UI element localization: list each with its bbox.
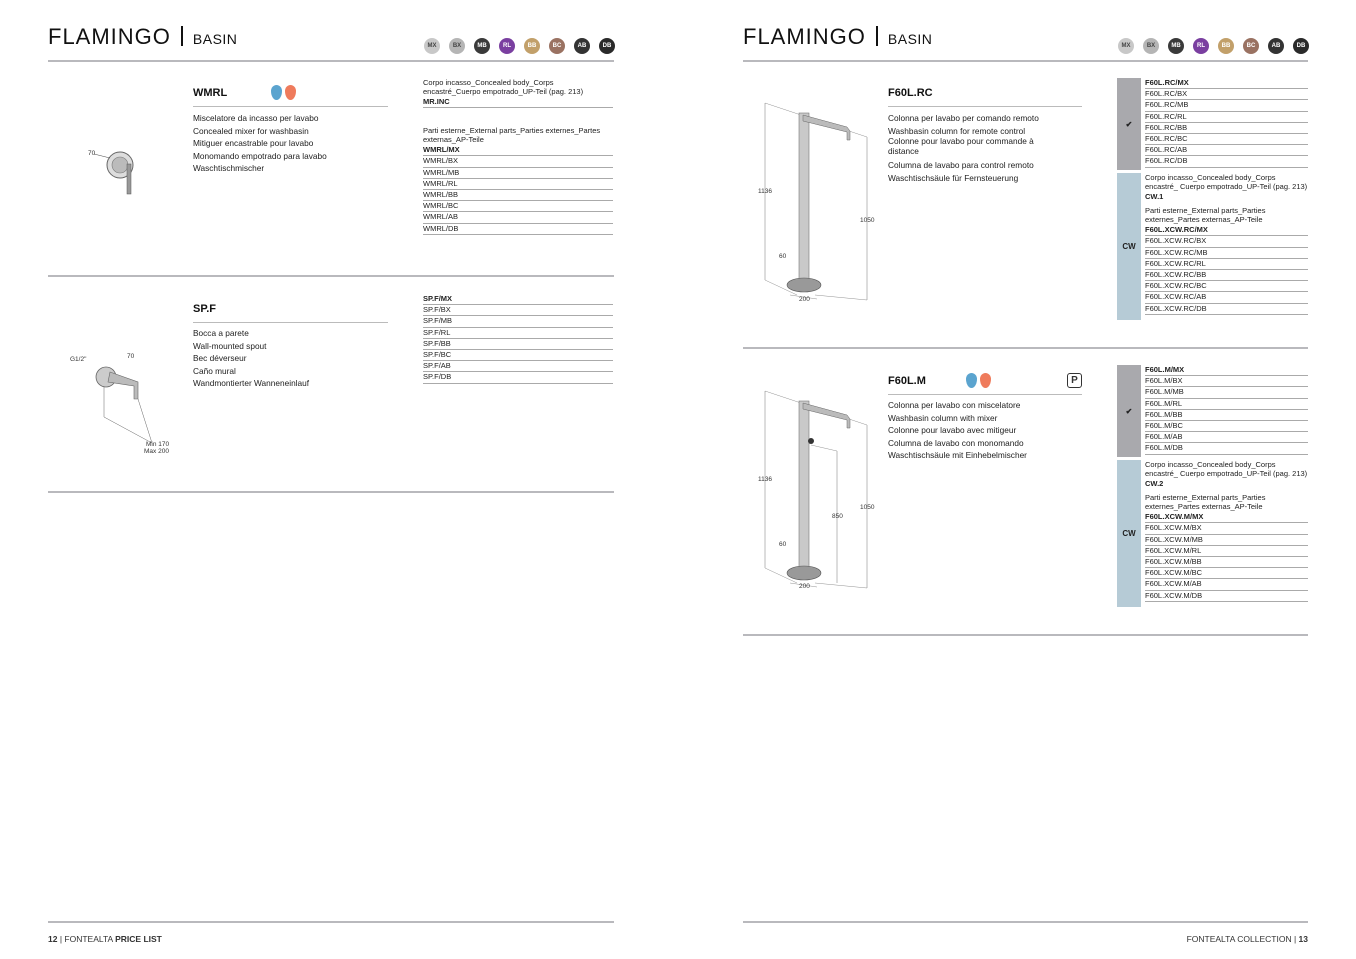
finish-swatch: DB [599,38,615,54]
desc-line: Wandmontierter Wanneneinlauf [193,378,310,389]
f60lrc-code-list [1145,78,1308,168]
external-parts-note: Parti esterne_External parts_Parties externes_Partes externas_AP-Teile [1145,493,1266,512]
cw-label: CW [1122,529,1136,538]
f60lrc-cw-code-list [1145,173,1308,315]
code-row: F60L.M/BX [1145,376,1308,387]
desc-line: Bocca a parete [193,328,249,338]
code-row: SP.F/DB [423,372,613,383]
desc-line: Washbasin column for remote control [888,125,1026,136]
code-row: SP.F/RL [423,328,613,339]
page-number: 12 [48,934,58,944]
code-row: SP.F/AB [423,361,613,372]
code-row: WMRL/AB [423,212,613,223]
code-row: F60L.RC/AB [1145,145,1308,156]
code-row: F60L.XCW.M/MX [1145,512,1308,523]
code-row: F60L.M/MX [1145,365,1308,376]
code-row: WMRL/RL [423,179,613,190]
left-title-text: FLAMINGO [48,24,171,49]
title-divider [876,26,878,46]
spacer [423,108,613,126]
title-divider [181,26,183,46]
finish-swatch: DB [1293,38,1309,54]
code-row: F60L.XCW.RC/RL [1145,259,1308,270]
finish-swatch: BB [1218,38,1234,54]
code-row: SP.F/MB [423,316,613,327]
check-icon: ✔ [1125,406,1133,416]
desc-line: Washbasin column with mixer [888,412,998,423]
f60lm-cw-marker [1117,460,1141,607]
code-row: F60L.RC/DB [1145,156,1308,167]
f60lm-dim-mid: 850 [832,513,843,520]
spf-dim-width: 70 [127,353,135,360]
left-header-rule [48,60,614,62]
code-row: F60L.XCW.RC/BB [1145,270,1308,281]
concealed-body-note: Corpo incasso_Concealed body_Corps encastré_ Cuerpo empotrado_UP-Teil (pag. 213) [1145,460,1308,478]
code-row: WMRL/MB [423,168,613,179]
finish-swatch: BC [549,38,565,54]
right-footer-rule [743,921,1308,923]
desc-line: Waschtischsäule für Fernsteuerung [888,172,1019,183]
right-footer: FONTEALTA COLLECTION | 13 [1186,934,1308,944]
external-parts-note: Parti esterne_External parts_Parties externes_Partes externas_AP-Teile [1145,206,1266,225]
f60lm-name-rule [888,394,1082,395]
desc-line: Monomando empotrado para lavabo [193,150,327,161]
f60lrc-product-name: F60L.RC [888,87,933,99]
left-section-rule-2 [48,491,614,493]
left-section-rule-1 [48,275,614,277]
desc-line: Columna de lavabo para control remoto [888,160,1034,171]
f60lrc-dim-base: 200 [799,296,810,303]
f60lrc-cw-marker [1117,173,1141,320]
spf-product-name: SP.F [193,303,217,315]
wmrl-water-icons [271,85,296,100]
code-row: F60L.RC/RL [1145,112,1308,123]
finish-swatch: BB [524,38,540,54]
external-parts-note: Parti esterne_External parts_Parties externes_Partes externas_AP-Teile [423,126,601,145]
code-row: WMRL/BB [423,190,613,201]
spf-dim-min: Min 170 [146,441,170,448]
finish-swatch: AB [574,38,590,54]
code-row: F60L.RC/BB [1145,123,1308,134]
right-title-text: FLAMINGO [743,24,866,49]
code-row: WMRL/BX [423,156,613,167]
left-page-title [48,24,237,50]
finish-swatch: MB [1168,38,1184,54]
f60lrc-standard-marker [1117,78,1141,170]
f60lm-description [888,399,1027,462]
code-row: F60L.XCW.M/AB [1145,579,1308,590]
f60lm-code-list [1145,365,1308,455]
finish-swatch: BX [449,38,465,54]
code-row: F60L.M/BC [1145,421,1308,432]
code-row: SP.F/BB [423,339,613,350]
f60lrc-description [888,112,1063,184]
check-icon: ✔ [1125,119,1133,129]
left-footer-rule [48,921,614,923]
f60lm-dim-diameter: 60 [779,541,787,548]
code-row: F60L.M/DB [1145,443,1308,454]
f60lm-product-name: F60L.M [888,375,926,387]
desc-line: Caño mural [193,365,236,376]
f60lm-water-icons [966,373,991,388]
code-row: F60L.RC/MX [1145,78,1308,89]
code-row: F60L.M/AB [1145,432,1308,443]
footer-brand: FONTEALTA [64,934,113,944]
spf-dim-max: Max 200 [144,448,169,455]
right-section-rule-1 [743,347,1308,349]
code-row: MR.INC [423,97,613,108]
spf-description [193,327,309,390]
code-row: SP.F/MX [423,294,613,305]
code-row: F60L.XCW.RC/DB [1145,304,1308,315]
f60lrc-dim-column: 1050 [860,217,875,224]
code-row: F60L.XCW.M/BB [1145,557,1308,568]
f60lm-pressure-badge-icon [1067,373,1082,388]
desc-line: Colonna per lavabo per comando remoto [888,113,1039,123]
f60lrc-drawing [755,95,880,310]
f60lm-dim-column: 1050 [860,504,875,511]
code-row: F60L.M/MB [1145,387,1308,398]
right-header-rule [743,60,1308,62]
code-row: F60L.XCW.RC/AB [1145,292,1308,303]
left-subtitle-text: BASIN [192,31,238,47]
f60lm-dim-height: 1136 [758,476,772,483]
finish-swatch: AB [1268,38,1284,54]
desc-line: Wall-mounted spout [193,340,267,351]
wmrl-product-name: WMRL [193,87,228,99]
code-row: F60L.XCW.RC/MB [1145,248,1308,259]
wmrl-code-list [423,78,613,235]
cold-water-icon [966,373,977,388]
code-row: WMRL/BC [423,201,613,212]
desc-line: Concealed mixer for washbasin [193,125,309,136]
f60lm-cw-code-list [1145,460,1308,602]
finish-swatch: MX [1118,38,1134,54]
code-row: F60L.XCW.M/MB [1145,535,1308,546]
code-row: F60L.M/BB [1145,410,1308,421]
code-row: F60L.RC/BX [1145,89,1308,100]
footer-brand: FONTEALTA COLLECTION [1186,934,1292,944]
left-finish-swatches [424,38,615,54]
badge-letter: P [1071,375,1078,386]
desc-line: Waschtischmischer [193,163,265,174]
code-row: WMRL/DB [423,224,613,235]
code-row: CW.2 [1145,479,1164,488]
desc-line: Bec déverseur [193,353,247,364]
spf-drawing [90,355,180,445]
right-subtitle-text: BASIN [887,31,933,47]
finish-swatch: BX [1143,38,1159,54]
f60lrc-dim-diameter: 60 [779,253,787,260]
desc-line: Colonne pour lavabo avec mitigeur [888,425,1017,436]
cold-water-icon [271,85,282,100]
code-row: SP.F/BX [423,305,613,316]
code-row: F60L.XCW.M/BX [1145,523,1308,534]
code-row: F60L.XCW.RC/BC [1145,281,1308,292]
code-row: F60L.RC/BC [1145,134,1308,145]
spf-dim-thread: G1/2" [70,356,87,363]
page-number: 13 [1298,934,1308,944]
footer-label: PRICE LIST [115,934,162,944]
desc-line: Waschtischsäule mit Einhebelmischer [888,450,1027,461]
desc-line: Mitiguer encastrable pour lavabo [193,138,314,149]
code-row: CW.1 [1145,192,1164,201]
finish-swatch: RL [1193,38,1209,54]
f60lm-standard-marker [1117,365,1141,457]
code-row: F60L.XCW.M/DB [1145,591,1308,602]
wmrl-drawing [80,140,160,200]
code-row: F60L.XCW.RC/MX [1145,225,1308,236]
hot-water-icon [285,85,296,100]
finish-swatch: BC [1243,38,1259,54]
code-row: F60L.XCW.M/BC [1145,568,1308,579]
concealed-body-note: Corpo incasso_Concealed body_Corps encastré_ Cuerpo empotrado_UP-Teil (pag. 213) [1145,173,1308,191]
right-section-rule-2 [743,634,1308,636]
desc-line: Colonna per lavabo con miscelatore [888,400,1021,410]
desc-line: Columna de lavabo con monomando [888,437,1024,448]
finish-swatch: MX [424,38,440,54]
wmrl-description [193,112,327,175]
f60lm-drawing [755,383,880,598]
concealed-body-note: Corpo incasso_Concealed body_Corps encastré_Cuerpo empotrado_UP-Teil (pag. 213) [423,78,584,96]
desc-line: Colonne pour lavabo pour commande à distance [888,136,1034,156]
right-finish-swatches [1118,38,1309,54]
f60lm-dim-base: 200 [799,583,810,590]
code-row: F60L.XCW.M/RL [1145,546,1308,557]
code-row: WMRL/MX [423,145,613,156]
desc-line: Miscelatore da incasso per lavabo [193,113,319,123]
spf-code-list [423,294,613,384]
wmrl-name-rule [193,106,388,107]
code-row: F60L.RC/MB [1145,100,1308,111]
left-footer: 12 | FONTEALTA PRICE LIST [48,934,162,944]
f60lrc-dim-height: 1136 [758,188,772,195]
cw-label: CW [1122,242,1136,251]
code-row: SP.F/BC [423,350,613,361]
f60lrc-name-rule [888,106,1082,107]
finish-swatch: MB [474,38,490,54]
code-row: F60L.XCW.RC/BX [1145,236,1308,247]
right-page-title [743,24,932,50]
code-row: F60L.M/RL [1145,399,1308,410]
wmrl-dim-width: 70 [88,150,96,157]
finish-swatch: RL [499,38,515,54]
hot-water-icon [980,373,991,388]
spf-name-rule [193,322,388,323]
